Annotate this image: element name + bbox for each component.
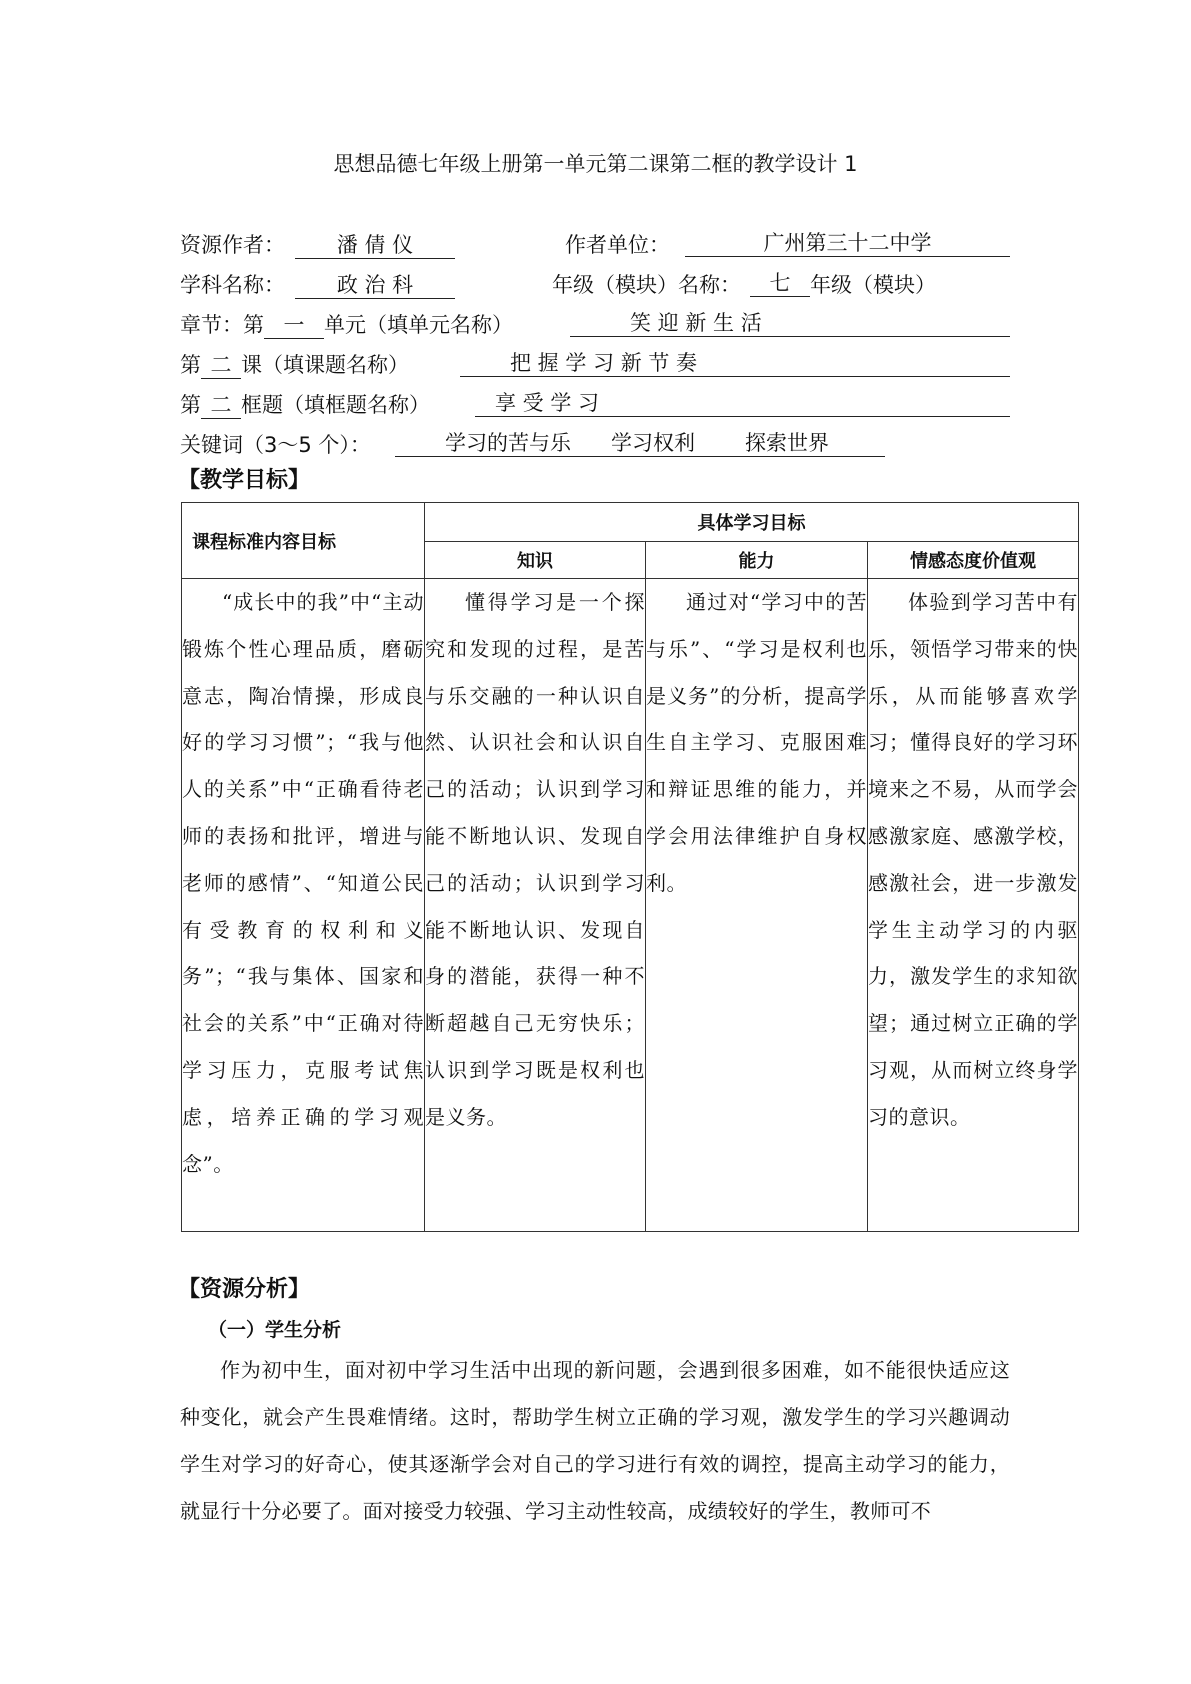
lesson-mid: 课（填课题名称） bbox=[241, 353, 409, 377]
subject-row bbox=[180, 270, 936, 300]
header-emotion: 情感态度价值观 bbox=[868, 542, 1079, 579]
emotion-text: 体验到学习苦中有乐，领悟学习带来的快乐，从而能够喜欢学习；懂得良好的学习环境来之不易，从而学会感激家庭、感激学校，感激社会，进一步激发学生主动学习的内驱力，激发学生的求知欲望；通过树立正确的学习观，从而树立终身学习的意识。 bbox=[868, 590, 1079, 1129]
lesson-row bbox=[180, 350, 698, 380]
lesson-prefix: 第 bbox=[180, 353, 201, 377]
keyword-item: 学习权利 bbox=[611, 431, 695, 455]
header-ability: 能力 bbox=[646, 542, 868, 579]
cell-knowledge bbox=[425, 579, 646, 1232]
cell-ability bbox=[646, 579, 868, 1232]
chapter-prefix: 章节：第 bbox=[180, 313, 264, 337]
frame-row bbox=[180, 390, 600, 420]
keyword-item: 探索世界 bbox=[745, 431, 829, 455]
grade-label: 年级（模块）名称： bbox=[552, 273, 741, 297]
chapter-num: 一 bbox=[264, 312, 324, 339]
frame-prefix: 第 bbox=[180, 393, 201, 417]
subject-label: 学科名称： bbox=[180, 273, 285, 297]
header-standard: 课程标准内容目标 bbox=[182, 503, 425, 579]
chapter-mid: 单元（填单元名称） bbox=[324, 313, 513, 337]
section-heading-goals: 【教学目标】 bbox=[178, 468, 311, 493]
lesson-value: 把 握 学 习 新 节 奏 bbox=[460, 350, 1010, 377]
lesson-num: 二 bbox=[201, 352, 241, 379]
author-label: 资源作者： bbox=[180, 233, 285, 257]
grade-suffix: 年级（模块） bbox=[810, 273, 936, 297]
header-specific: 具体学习目标 bbox=[425, 503, 1079, 542]
cell-emotion bbox=[868, 579, 1079, 1232]
goals-table bbox=[181, 502, 1079, 1232]
standard-text: “成长中的我”中“主动锻炼个性心理品质，磨砺意志，陶冶情操，形成良好的学习习惯”；“我与他人的关系”中“正确看待老师的表扬和批评，增进与老师的感情”、“知道公民有受教育的权利和义务”；“我与集体、国家和社会的关系”中“正确对待学习压力，克服考试焦虑，培养正确的学习观念”。 bbox=[182, 590, 424, 1176]
frame-value: 享 受 学 习 bbox=[475, 390, 1010, 417]
keywords-label: 关键词（3～5 个）： bbox=[180, 433, 371, 457]
unit-label: 作者单位： bbox=[565, 233, 670, 257]
chapter-value: 笑 迎 新 生 活 bbox=[570, 310, 1010, 337]
ability-text: 通过对“学习中的苦与乐”、“学习是权利也是义务”的分析，提高学生自主学习、克服困难和辩证思维的能力，并学会用法律维护自身权利。 bbox=[646, 590, 867, 895]
frame-mid: 框题（填框题名称） bbox=[241, 393, 430, 417]
subject-value: 政 治 科 bbox=[295, 272, 455, 299]
header-knowledge: 知识 bbox=[425, 542, 646, 579]
keywords-value bbox=[395, 430, 885, 457]
frame-num: 二 bbox=[201, 392, 241, 419]
author-row bbox=[180, 230, 932, 260]
author-value: 潘 倩 仪 bbox=[295, 232, 455, 259]
document-title: 思想品德七年级上册第一单元第二课第二框的教学设计 1 bbox=[333, 152, 858, 176]
grade-value: 七 bbox=[750, 270, 810, 297]
chapter-row bbox=[180, 310, 762, 340]
keyword-item: 学习的苦与乐 bbox=[445, 431, 571, 455]
knowledge-text: 懂得学习是一个探究和发现的过程，是苦与乐交融的一种认识自然、认识社会和认识自己的活动；认识到学习能不断地认识、发现自己的活动；认识到学习能不断地认识、发现自身的潜能，获得一种不断超越自己无穷快乐；认识到学习既是权利也是义务。 bbox=[425, 590, 645, 1129]
subsection-students: （一）学生分析 bbox=[208, 1319, 342, 1341]
section-heading-resources: 【资源分析】 bbox=[178, 1277, 311, 1302]
unit-value: 广州第三十二中学 bbox=[685, 230, 1010, 257]
students-paragraph: 作为初中生，面对初中学习生活中出现的新问题，会遇到很多困难，如不能很快适应这种变化，就会产生畏难情绪。这时，帮助学生树立正确的学习观，激发学生的学习兴趣调动学生对学习的好奇心，使其逐渐学会对自己的学习进行有效的调控，提高主动学习的能力，就显行十分必要了。面对接受力较强、学习主动性较高，成绩较好的学生，教师可不 bbox=[180, 1358, 1010, 1523]
cell-standard bbox=[182, 579, 425, 1232]
keywords-row bbox=[180, 430, 829, 460]
